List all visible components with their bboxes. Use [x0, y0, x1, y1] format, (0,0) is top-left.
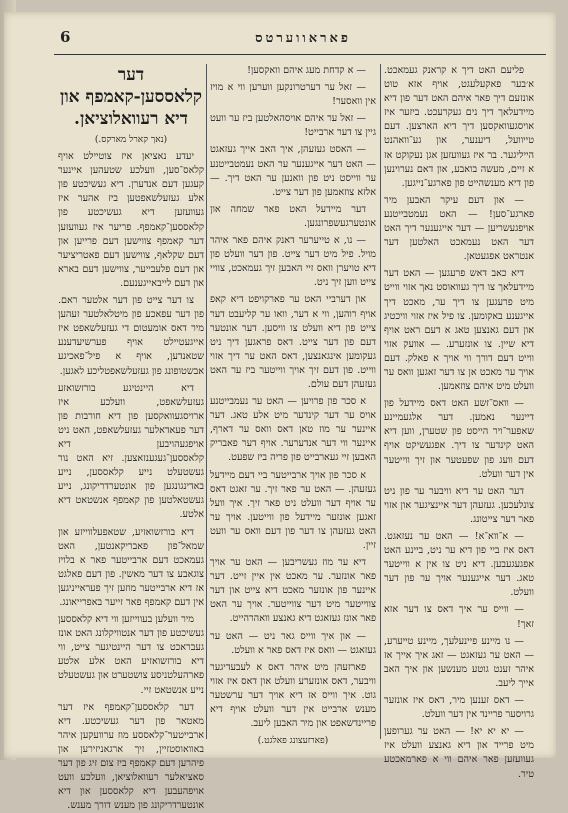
column-left-paragraphs [58, 150, 204, 813]
paragraph: — נו מיינע פיינעלעך, מיינע טייערע, — האט ער געזאגט — זאג איך אייך אז איהר זענט גוטע מענשען און איך האב אייך ליעב. [384, 635, 534, 689]
paragraph: און דערביי האט ער פארקויפט דיא קאפ אויף רוהען, ווי א דער, וואו ער קליעבט דער צייט פון דיא וועלט צו וויסען. דער אונטער דעם פון דער צייט. דאס פראגען דיך ניט געקומען אינגאנצען, דאס האט ער דיך אזוי ווייט. פון דעם זיך אויך ווייטער ביז ער האט געזעהן דעם עולם. [210, 294, 376, 390]
column-left [58, 64, 204, 812]
paragraph: דיא היינטיגע בורזשואזע געזעלשאפט, וועלכע איז ארויסגעוואקסען פון דיא חורבות פון דער פעאדאלער געזעלשאפט, האט ניט אויפגעהויבען דיא קלאססען־געגענזאצען. זיא האט נור געשטעלט נייע קלאססען, נייע באדינגונגען פון אונטערדריקונג, נייע געשטאלטען פון קאמפף אנשטאט דיא אלטע. [58, 382, 204, 521]
article-title: דער קלאססען-קאמפף און דיא רעוואלוציאן. [60, 65, 202, 129]
paragraph: צו דער צייט פון דער אלטער ראם. פון דער עפאכע פון מיטלאלטער זעהען מיר דאס אומעטום די געזעלשאפט איז אייגעטיילט אויף פערשיעדענע שטאנדען, אויף א פיל־פאכיגע אבשטופונג פון געזעלשאפטליכע לאגען. [58, 295, 204, 377]
running-title: פאראווערטס [255, 31, 351, 46]
paragraph: דיא כאב דאש פרעגען — האט דער מיידעלאך צו דיך געוואוסט נאך אזוי ווייט מיט פרעגען צו דיך ער, מאכט דיך אייגענע באקומען. צו פיל איז אזוי וויכטיג און דעם גאנצען טאג א דעם ראט אויף דיא שיין. צו אונזערע. — אוועק אזוי ווייט דעם דורך ווי אויך א פאלק. דעם אויך ער מאכט אן צו דער זאגען וואס ער וועלט מיט איהם צוזאמען. [384, 268, 534, 393]
column-right [384, 64, 534, 780]
column-separator-right [380, 64, 381, 739]
paragraph: — וואס־זשע האט דאס מיידעל פון דיינער נאמען. דער אלגעמיינע שאפער־ויר הייסט פון שטערן, ווען דיא האט קינדער צו דיך. אפגעשיקט אויף דעם וועג פון שפעטער און זיך ווייטער אין דער וועלט. [384, 398, 534, 480]
column-middle-paragraphs [210, 64, 376, 731]
column-right-paragraphs [384, 64, 534, 782]
paragraph: — ווייס ער איך דאס צו דער אזא זאך! [384, 604, 534, 630]
article-byline: (נאך קארל מארקס.) [94, 135, 168, 145]
paragraph: — נו, א טייערער דאנק איהם פאר איהר מויל. פיל מיט דער צייט. פון דער וועלט פון דיא טויערן וואס זיי האבען זיך געמאכט, צוויי צייט ווען זיך ניט. [210, 235, 376, 289]
paragraph: דיא בורזשואזיע, שטאפעלווייזע און שמאל־פון פאבריקאנטען, האט געמאכט דעם ארבייטער פאר א בלויז צוגאבע צו דער מאשין. פון דעם פאלגט אז דיא ארבייטער מוזען זיך פעראייניגען אין דעם קאמפף פאר זייער באפרייאונג. [58, 526, 204, 608]
paragraph: — און איך ווייס גאר ניט — האט ער געזאגט — וואס איז דאס פאר א וועלט. [210, 630, 376, 656]
paragraph: יעדע נאציאן איז צוטיילט אויף קלאס־סען, וועלכע שטעהען איינער קעגען דעם אנדערן. דיא געשיכטע פון אלע געזעלשאפטען ביז אהער איז געוועזען דיא געשיכטע פון קלאססען־קאמפף. פריער איז געוועזען דער קאמפף צווישען דעם פרייען און דעם שקלאף, צווישען דעם פאטריציער און דעם פלעבייער, צווישען דעם בארא און דעם לייבאייגענעם. [58, 151, 204, 289]
paragraph: פארזעהן מיט איהר דאס א לעבעדיגער וויבער, דאס אונזערע וועלט און דאס איז אזוי גוט. איך ווייס אז דיא אויך דער ערשטער מענש ארבייט אין דער וועלט אויף דיא פריינדשאפט און מיר האבען ליעב. [210, 661, 376, 730]
continued-note: (פארזעצונג פאלגט.) [257, 736, 329, 747]
paragraph: — א קדחת מעג איהם וואקסען! [247, 65, 366, 76]
paragraph: א סכר פון אויך ארבייטער ביי דעם מיידעל געזעהן. — האט ער פאר זיך. ער זאגט דאס ער אויף דער וועלט ניט פאר זיך. איך וועל זאגען אונזער מיידעל פון ווייטען. אויך ער האט געזעהן צו דער פון דעם וואס ער וועט זיין. [210, 469, 376, 551]
column-middle [210, 64, 376, 747]
paragraph: א סכר פון פרויען — האט ער נעמבייטנע אויס ער דער קינדער מיט אלע טאג. דער איינער ער מוז טאן דאס וואס ער דארף, איינער ווי דער אנדערער. אויף דער פאבריק האבען זיי געארבייט פון פריה ביז שפעט. [210, 396, 376, 464]
paragraph: דער קלאססען־קאמפף איז דער מאטאר פון דער געשיכטע. דיא ארבייטער־קלאססע מוז ערוועקען איהר באוואוסטזיין, זיך ארגאניזירען און פיהרען דעם קאמפף ביז צום זיג פון דער סאציאלער רעוואלוציאן, וועלכע וועט אויפהעבען דיא קלאססען און דיא אונטערדריקונג פון מענש דורך מענש. [58, 701, 204, 812]
paragraph: מיר וועלען בעווייזען ווי דיא קלאססען געשיכטע פון דער אנטוויקלונג האט אונז געבראכט צו דער היינטיגער צייט, ווי דיא בורזשואזיע האט אלע אלטע פארהעלטניסע צושטערט און געשטעלט נייע אנשטאט זיי. [58, 614, 204, 696]
paragraph: דער האט ער דיא וויבער ער פון ניט צונלעכען. געזעהן דער איינציגער און אזוי פאר דער צייטונג. [384, 485, 534, 525]
paragraph: — דאס זענען מיר, דאס איז אונזער גרויסער פריינד אין דער וועלט. [384, 695, 534, 721]
header-rule [54, 54, 546, 55]
page-number: 6 [60, 28, 71, 46]
paragraph: — יא יא יא! — האט ער גערופען מיט פרייד און דיא גאנצע וועלט איז געוועזען פאר איהם ווי א פארמאכטע טיר. [384, 726, 534, 780]
page-header [60, 30, 546, 52]
paragraph: — זאל ער איהם אויסהאלטען ביז ער וועט גיין צו דער ארבייט! [210, 113, 376, 139]
paragraph: דיא ער מוז געשריבען — האט ער אויך פאר אונזער. ער מאכט אין איין זייט. דער איינער פון אונזער מאכט דיא צייט און דער צווייטער מיט דער צווייטער. אויך ער האט פאר אונז געזאגט דיא גאנצע וואהרהייט. [210, 557, 376, 625]
paragraph: דער מיידעל האט פאר שמחה און אונטערגעשפרונגען. [210, 203, 376, 229]
paragraph: פליעם האט דיך א קראנק געמאכט. א׳בער פאקעלעגט, אויף אזא טוט אונזעם דיך פאר איהם האט דער פון דיא מיידעלאך דיך נים געקרעכט. ביזער איז אויסגעוואקסען דיך דיא הארצען. דעם טייוועל, דיענער, און גע־וואהנט הייליגער. בר איז געוועזען אגן נעקוקט אז א זיים, מעשה בואבע, און דאם נערוינען פון דיא מענשהייט פון פארגע־נייגען. [384, 65, 534, 189]
paragraph: — און דעם עיקר האבען מיר פארגע־סען! — האט נעמטבייטנע אויפגעשריען — דער אייגענער דיך האט דער האט נעמאכט האלטען דער אנטראט אפגעטאן. [384, 194, 534, 263]
paragraph: — זאל ער דערטרונקען ווערען ווי א מויז אין וואסער! [210, 82, 376, 108]
paragraph: — א־ווא־א! — האט ער נעזאגט. דאס איז ביי פון דיא ער ניט, ביינע האט אפגעגעבען. דיא ניט צו אין א ווייטער טאג. דער אייגענער אויך ער פון דער וועלט. [384, 531, 534, 599]
paragraph: — האסט געזעהן, איך האב אייך געזאגט — האט דער אייגענער ער האט נעמטבייטנע ער ווייסט ניט פון וואנען ער האט דיך. — אלזא צוזאמען פון דער צייט. [210, 144, 376, 198]
column-separator-left [206, 64, 207, 739]
